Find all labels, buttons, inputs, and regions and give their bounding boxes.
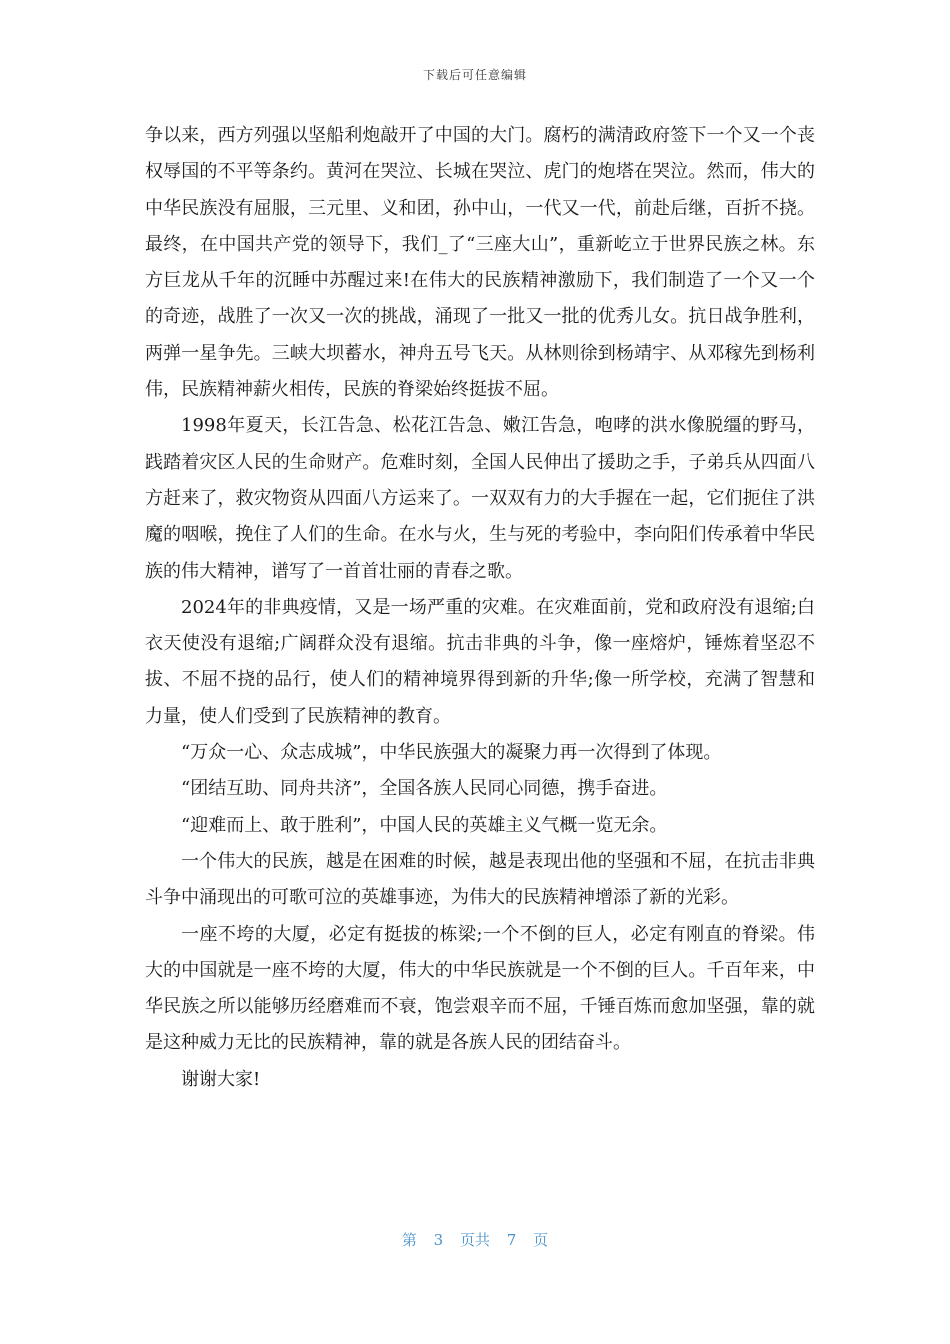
- paragraph-5: “团结互助、同舟共济”，全国各族人民同心同德，携手奋进。: [181, 778, 668, 800]
- paragraph-2: 1998年夏天，长江告急、松花江告急、嫩江告急，咆哮的洪水像脱缰的野马，践踏着灾区人民的生命财产。危难时刻，全国人民伸出了援助之手，子弟兵从四面八方赶来了，救灾物资从四面八方运来了。一双双有力的大手握在一起，它们扼住了洪魔的咽喉，挽住了人们的生命。在水与火，生与死的考验中，李向阳们传承着中华民族的伟大精神，谱写了一首首壮丽的青春之歌。: [145, 415, 815, 582]
- paragraph-4: “万众一心、众志成城”，中华民族强大的凝聚力再一次得到了体现。: [181, 742, 722, 764]
- paragraph-8: 一座不垮的大厦，必定有挺拔的栋梁;一个不倒的巨人，必定有刚直的脊梁。伟大的中国就是一座不垮的大厦，伟大的中华民族就是一个不倒的巨人。千百年来，中华民族之所以能够历经磨难而不衰，饱尝艰辛而不屈，千锤百炼而愈加坚强，靠的就是这种威力无比的民族精神，靠的就是各族人民的团结奋斗。: [145, 923, 815, 1054]
- page-header: 下载后可任意编辑: [422, 68, 527, 82]
- page-number-footer: 第 3 页共 7 页: [401, 1231, 549, 1249]
- document-body: [145, 118, 815, 1098]
- paragraph-1: 争以来，西方列强以坚船利炮敲开了中国的大门。腐朽的满清政府签下一个又一个丧权辱国的不平等条约。黄河在哭泣、长城在哭泣、虎门的炮塔在哭泣。然而，伟大的中华民族没有屈服，三元里、义和团，孙中山，一代又一代，前赴后继，百折不挠。最终，在中国共产党的领导下，我们_了“三座大山”，重新屹立于世界民族之林。东方巨龙从千年的沉睡中苏醒过来!在伟大的民族精神激励下，我们制造了一个又一个的奇迹，战胜了一次又一次的挑战，涌现了一批又一批的优秀儿女。抗日战争胜利，两弹一星争先。三峡大坝蓄水，神舟五号飞天。从林则徐到杨靖宇、从邓稼先到杨利伟，民族精神薪火相传，民族的脊梁始终挺拔不屈。: [145, 125, 815, 401]
- paragraph-9: 谢谢大家!: [181, 1068, 261, 1090]
- paragraph-6: “迎难而上、敢于胜利”，中国人民的英雄主义气概一览无余。: [181, 814, 668, 836]
- paragraph-7: 一个伟大的民族，越是在困难的时候，越是表现出他的坚强和不屈，在抗击非典斗争中涌现出的可歌可泣的英雄事迹，为伟大的民族精神增添了新的光彩。: [145, 850, 815, 909]
- paragraph-3: 2024年的非典疫情，又是一场严重的灾难。在灾难面前，党和政府没有退缩;白衣天使没有退缩;广阔群众没有退缩。抗击非典的斗争，像一座熔炉，锤炼着坚忍不拔、不屈不挠的品行，使人们的精神境界得到新的升华;像一所学校，充满了智慧和力量，使人们受到了民族精神的教育。: [145, 596, 815, 727]
